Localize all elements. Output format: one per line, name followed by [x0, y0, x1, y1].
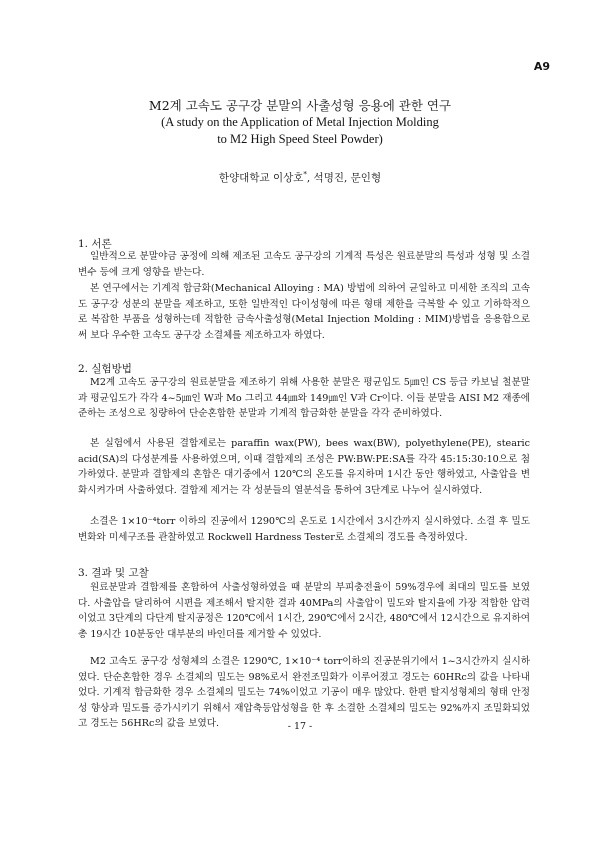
- title-english-line2: to M2 High Speed Steel Powder): [217, 132, 383, 146]
- methods-paragraph-1: M2계 고속도 공구강의 원료분말을 제조하기 위해 사용한 분말은 평균입도 5㎛인 CS 등급 카보닐 철분말과 평균입도가 각각 4~5㎛인 W과 Mo 그리고 44㎛와 149㎛인 V과 Cr이다. 이들 분말을 AISI M2 재종에 준하는 조성으로 칭량하여 단순혼합한 분말과 기계적 합금화한 분말을 각각 준비하였다.: [78, 377, 530, 420]
- page-number: - 17 -: [287, 721, 313, 732]
- page-code: A9: [533, 60, 550, 73]
- title-korean: M2계 고속도 공구강 분말의 사출성형 응용에 관한 연구: [148, 98, 452, 113]
- methods-paragraph-3: 소결은 1×10⁻⁴torr 이하의 진공에서 1290℃의 온도로 1시간에서 3시간까지 실시하였다. 소결 후 밀도 변화와 미세구조를 관찰하였고 Rockwell Hardness Tester로 소결체의 경도를 측정하였다.: [78, 516, 530, 543]
- title-block: [0, 97, 600, 148]
- author-affiliation-first: 한양대학교 이상호: [218, 172, 304, 184]
- authors: [0, 170, 600, 185]
- results-paragraph-2: M2 고속도 공구강 성형체의 소결은 1290℃, 1×10⁻⁴ torr이하의 진공분위기에서 1~3시간까지 실시하였다. 단순혼합한 경우 소결체의 밀도는 98%로서 완전조밀화가 이루어졌고 경도는 60HRc의 값을 나타내었다. 기계적 합금화한 경우 소결체의 밀도는 74%이었고 기공이 매우 많았다. 한편 탈지성형체의 형태 안정성 향상과 밀도를 증가시키기 위해서 재압축등압성형을 한 후 소결한 소결체의 밀도는 92%까지 조밀화되었고 경도는 56HRc의 값을 보였다.: [78, 656, 530, 730]
- intro-paragraph-2: 본 연구에서는 기계적 합금화(Mechanical Alloying : MA) 방법에 의하여 균일하고 미세한 조직의 고속도 공구강 성분의 분말을 제조하고, 또한 일반적인 다이성형에 따른 형태 제한을 극복할 수 있고 기하학적으로 복잡한 부품을 성형하는데 적합한 금속사출성형(Metal Injection Molding : MIM)방법을 응용함으로써 보다 우수한 고속도 공구강 소결체를 제조하고자 하였다.: [78, 283, 530, 341]
- section-heading-results: 3. 결과 및 고찰: [78, 567, 149, 579]
- title-english-line1: (A study on the Application of Metal Injection Molding: [161, 115, 439, 129]
- section-heading-introduction: 1. 서론: [78, 238, 112, 250]
- results-paragraph-1: 원료분말과 결합제를 혼합하여 사출성형하였을 때 분말의 부피충전율이 59%경우에 최대의 밀도를 보였다. 사출압을 달리하여 시편을 제조해서 탈지한 결과 40MPa의 사출압이 밀도와 탈지율에 가장 적합한 압력이었고 3단계의 다단계 탈지공정은 120℃에서 1시간, 290℃에서 2시간, 480℃에서 12시간으로 유지하여 총 19시간 10분동안 대부분의 바인더를 제거할 수 있었다.: [78, 582, 530, 640]
- section-heading-methods: 2. 실험방법: [78, 363, 132, 375]
- corresponding-mark: *: [303, 170, 307, 179]
- author-others: , 석명진, 문인형: [306, 172, 382, 184]
- intro-paragraph-1: 일반적으로 분말야금 공정에 의해 제조된 고속도 공구강의 기계적 특성은 원료분말의 특성과 성형 및 소결변수 등에 크게 영향을 받는다.: [78, 251, 530, 278]
- methods-paragraph-2: 본 실험에서 사용된 결합제로는 paraffin wax(PW), bees wax(BW), polyethylene(PE), stearic acid(SA)의 다성분계를 사용하였으며, 이때 결합제의 조성은 PW:BW:PE:SA를 각각 45:15:30:10으로 첨가하였다. 분말과 결합제의 혼합은 대기중에서 120℃의 온도를 유지하며 1시간 동안 행하였고, 사출압을 변화시켜가며 사출하였다. 결합제 제거는 각 성분들의 열분석을 통하여 3단계로 나누어 실시하였다.: [78, 438, 530, 496]
